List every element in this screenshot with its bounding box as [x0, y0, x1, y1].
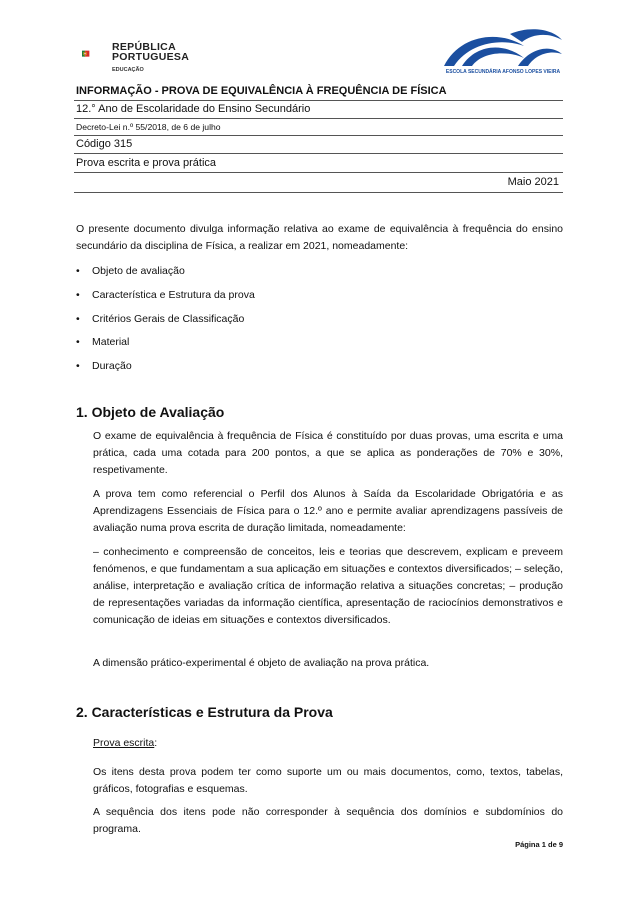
section1-paragraph-4: A dimensão prático-experimental é objeto de avaliação na prova prática.: [93, 657, 430, 669]
bullet-dot: •: [76, 360, 80, 372]
bullet-text: Critérios Gerais de Classificação: [92, 313, 245, 325]
bullet-text: Objeto de avaliação: [92, 265, 185, 277]
republica-line1: REPÚBLICA: [112, 41, 176, 53]
section2-subheading-label: Prova escrita: [93, 737, 155, 749]
section2-paragraph-1: Os itens desta prova podem ter como suporte um ou mais documentos, como, textos, tabelas, gráficos, fotografias e esquemas.: [93, 766, 563, 795]
info-code-row: [74, 136, 563, 154]
section2-subheading: [93, 737, 157, 749]
republica-line2: PORTUGUESA: [112, 51, 190, 63]
intro-paragraph: O presente documento divulga informação relativa ao exame de equivalência à frequência do ensino secundário da disciplina de Física, a realizar em 2021, nomeadamente:: [76, 223, 563, 252]
info-year: 12.° Ano de Escolaridade do Ensino Secundário: [76, 103, 311, 115]
bullet-dot: •: [76, 313, 80, 325]
bullet-dot: •: [76, 289, 80, 301]
info-decree: Decreto-Lei n.º 55/2018, de 6 de julho: [76, 122, 221, 132]
section1-paragraph-3: – conhecimento e compreensão de conceitos, leis e teorias que descrevem, explicam e preveem fenómenos, e que fundamentam a sua aplicação em situações e contextos diversificados; – seleção, análise, interpretação e avaliação crítica de informação relativa a situações concretas; – produção de representações variadas da informação científica, apresentação de raciocínios demonstrativos e comunicação de ideias em situações e contextos diversificados.: [93, 546, 563, 626]
info-title: INFORMAÇÃO - PROVA DE EQUIVALÊNCIA À FREQUÊNCIA DE FÍSICA: [76, 85, 447, 97]
info-date-row: [74, 173, 563, 193]
bullet-dot: •: [76, 336, 80, 348]
bullet-text: Material: [92, 336, 130, 348]
section2-subheading-colon: :: [154, 737, 158, 749]
school-name: ESCOLA SECUNDÁRIA AFONSO LOPES VIEIRA: [445, 69, 561, 75]
bullet-dot: •: [76, 265, 80, 277]
info-type-row: [74, 154, 563, 173]
page-number: Página 1 de 9: [515, 840, 563, 849]
section2-heading: 2. Características e Estrutura da Prova: [76, 704, 333, 720]
info-type: Prova escrita e prova prática: [76, 157, 217, 169]
info-title-row: [74, 83, 563, 101]
info-year-row: [74, 101, 563, 119]
info-table: [74, 0, 563, 200]
section2-paragraph-2: A sequência dos itens pode não corresponder à sequência dos domínios e subdomínios do programa.: [93, 806, 563, 835]
info-date: Maio 2021: [507, 176, 559, 188]
bullet-text: Duração: [92, 360, 132, 372]
bullet-text: Característica e Estrutura da prova: [92, 289, 255, 301]
section1-heading: 1. Objeto de Avaliação: [76, 404, 225, 420]
section1-paragraph-1: O exame de equivalência à frequência de Física é constituído por duas provas, uma escrita e uma prática, cada uma cotada para 200 pontos, a que se aplica as ponderações de 70% e 30%, respetivamente.: [93, 430, 563, 476]
info-decree-row: [74, 119, 563, 136]
info-code: Código 315: [76, 138, 133, 150]
section1-paragraph-2: A prova tem como referencial o Perfil dos Alunos à Saída da Escolaridade Obrigatória e as Aprendizagens Essenciais de Física para o 12.º ano e permite avaliar aprendizagens passíveis de avaliação numa prova escrita de duração limitada, nomeadamente:: [93, 488, 563, 534]
republica-line3: EDUCAÇÃO: [112, 67, 144, 73]
